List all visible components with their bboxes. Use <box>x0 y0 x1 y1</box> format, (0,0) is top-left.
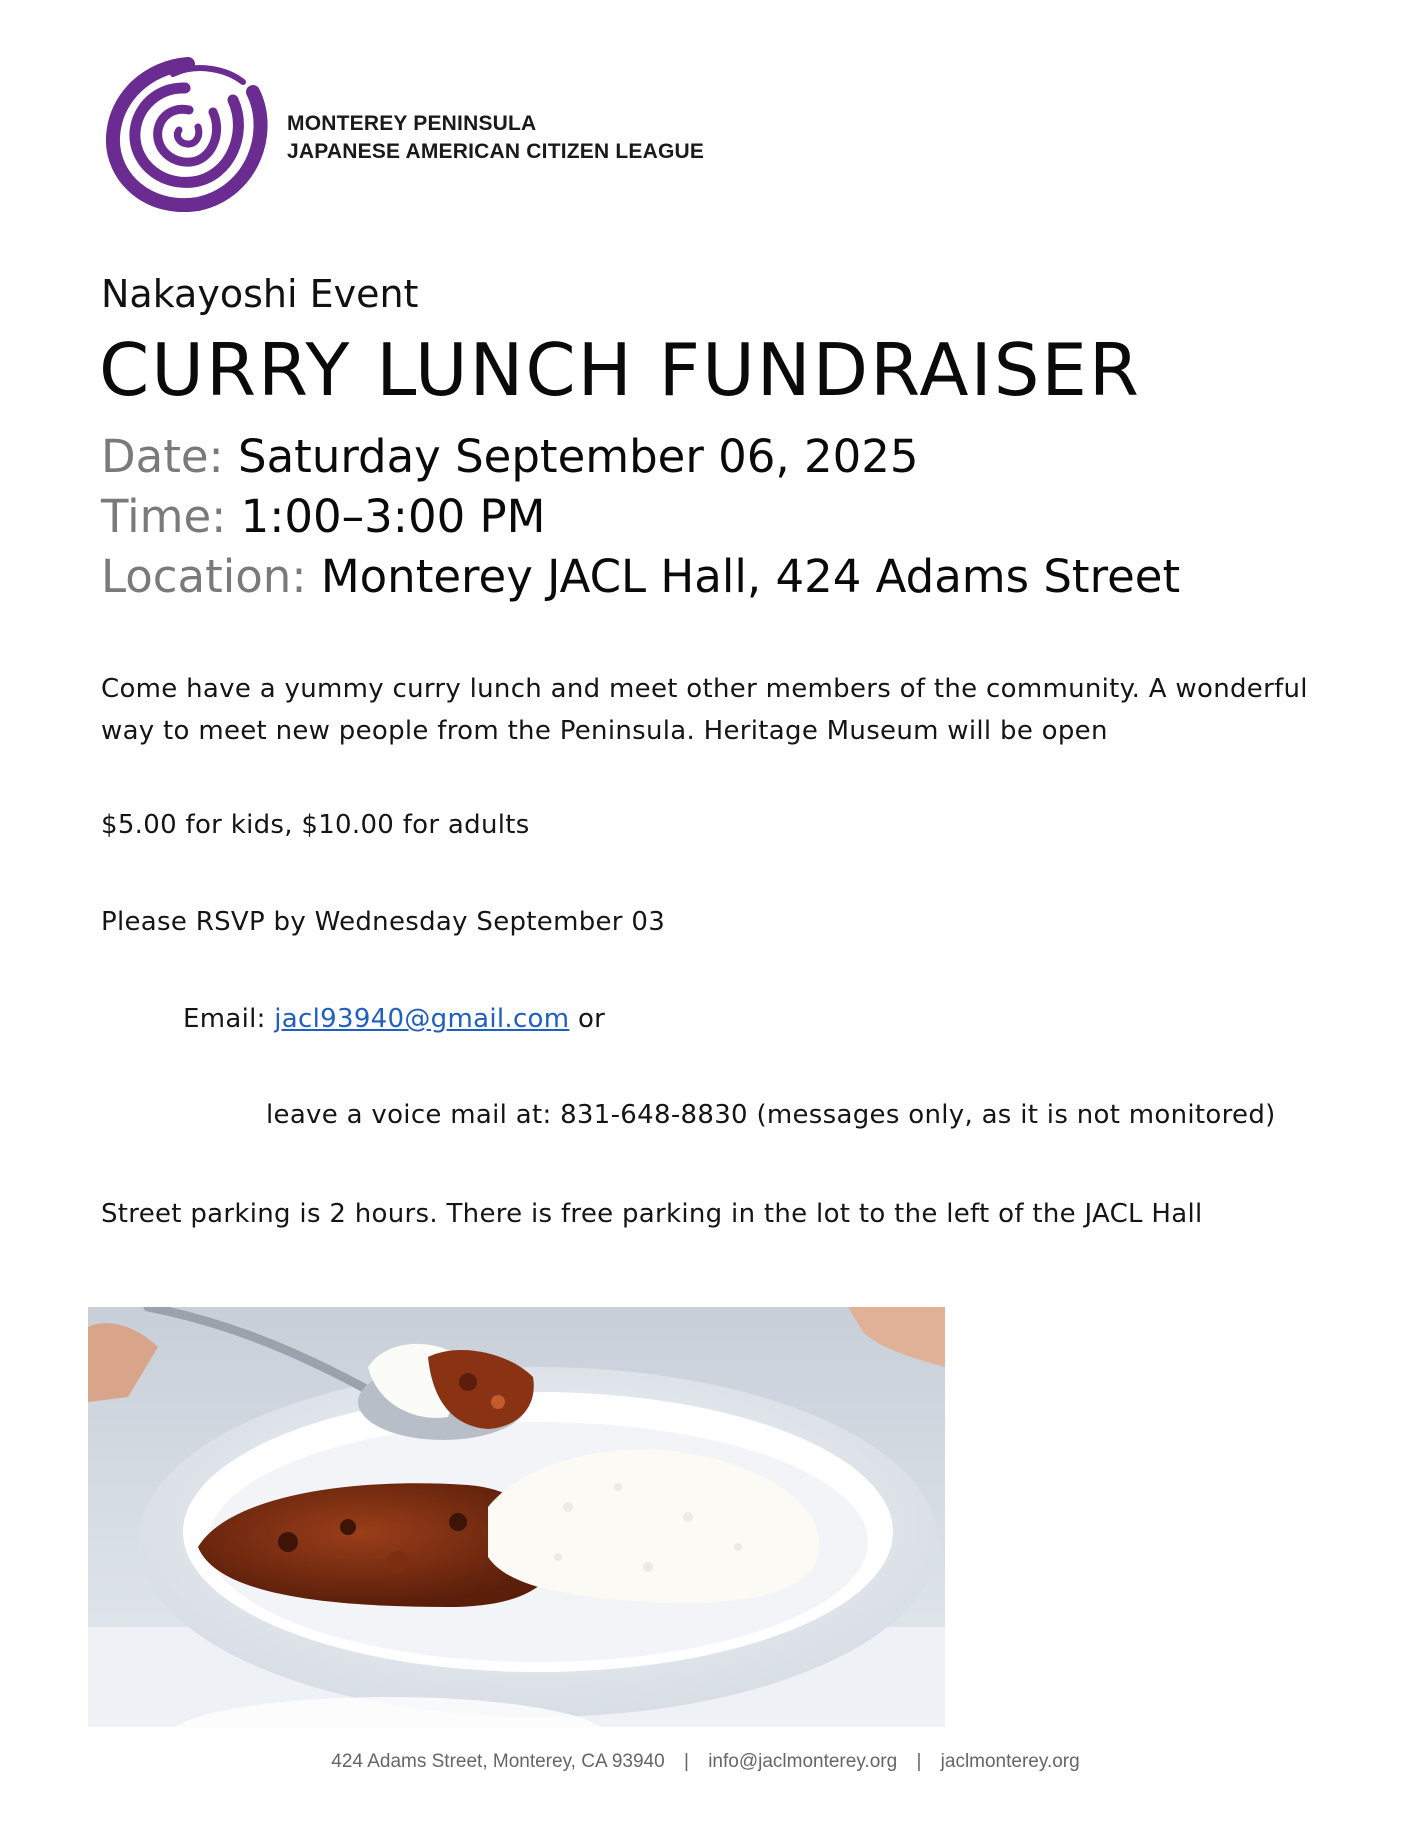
time-label: Time: <box>101 490 227 543</box>
intro-paragraph <box>101 668 1308 752</box>
location-value: Monterey JACL Hall, 424 Adams Street <box>320 550 1181 603</box>
event-location <box>101 550 1180 603</box>
org-name-line1: MONTEREY PENINSULA <box>287 112 537 135</box>
email-label: Email: <box>183 1004 266 1034</box>
date-value: Saturday September 06, 2025 <box>238 430 919 483</box>
location-label: Location: <box>101 550 307 603</box>
footer-website[interactable]: jaclmonterey.org <box>940 1751 1080 1772</box>
event-title: CURRY LUNCH FUNDRAISER <box>99 328 1141 412</box>
curry-rice-bowl-icon <box>88 1307 945 1727</box>
email-suffix: or <box>577 1004 606 1034</box>
event-time <box>101 490 545 543</box>
footer <box>0 1751 1411 1773</box>
intro-line-1: Come have a yummy curry lunch and meet other members of the community. A wonderful <box>101 674 1308 704</box>
spiral-logo-icon <box>103 52 273 212</box>
event-eyebrow: Nakayoshi Event <box>101 272 419 316</box>
voicemail-text: leave a voice mail at: 831-648-8830 (messages only, as it is not monitored) <box>266 1100 1276 1130</box>
footer-separator: | <box>683 1751 689 1772</box>
footer-separator: | <box>916 1751 922 1772</box>
email-link[interactable]: jacl93940@gmail.com <box>274 1004 570 1034</box>
rsvp-text: Please RSVP by Wednesday September 03 <box>101 907 666 937</box>
curry-photo <box>88 1307 945 1727</box>
org-name-line2: JAPANESE AMERICAN CITIZEN LEAGUE <box>287 140 705 163</box>
event-date <box>101 430 919 483</box>
time-value: 1:00–3:00 PM <box>240 490 546 543</box>
jacl-logo <box>103 52 273 212</box>
intro-line-2: way to meet new people from the Peninsula. Heritage Museum will be open <box>101 716 1108 746</box>
footer-address: 424 Adams Street, Monterey, CA 93940 <box>331 1751 665 1772</box>
org-name <box>287 110 704 166</box>
footer-email[interactable]: info@jaclmonterey.org <box>708 1751 898 1772</box>
parking-text: Street parking is 2 hours. There is free parking in the lot to the left of the JACL Hall <box>101 1199 1203 1229</box>
email-line <box>183 998 605 1040</box>
price-text: $5.00 for kids, $10.00 for adults <box>101 810 530 840</box>
date-label: Date: <box>101 430 224 483</box>
